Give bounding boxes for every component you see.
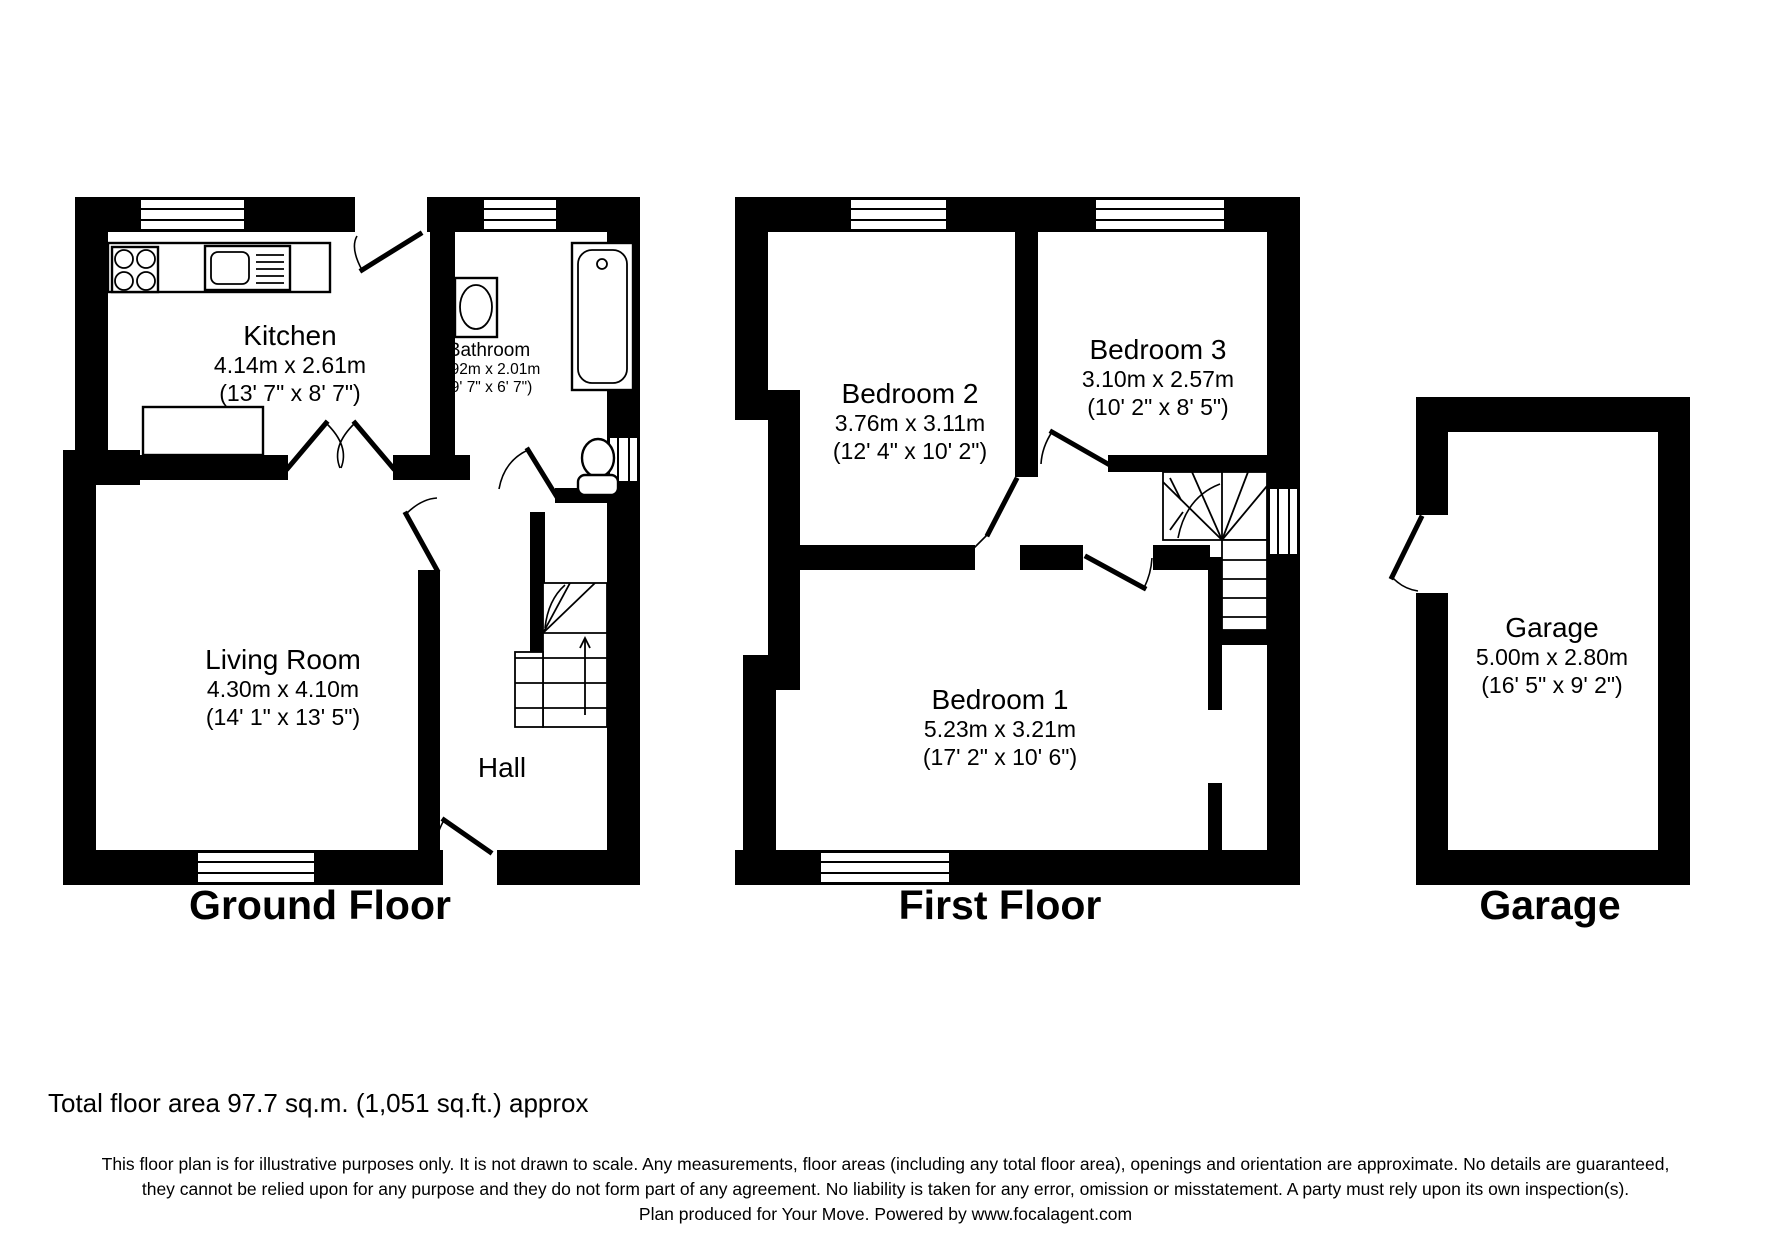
bathroom-window — [483, 199, 557, 230]
stairs-window — [1269, 488, 1298, 555]
room-name: Hall — [477, 752, 527, 783]
garage-room-label — [1476, 612, 1628, 699]
room-name: Bedroom 3 — [1089, 334, 1227, 365]
room-dims-imperial: (14' 1" x 13' 5") — [205, 704, 361, 730]
room-dims-imperial: (17' 2" x 10' 6") — [922, 744, 1078, 770]
room-name: Bedroom 1 — [931, 684, 1069, 715]
bedroom3-label — [1082, 334, 1234, 421]
hob-icon — [112, 247, 158, 292]
first-floor-plan — [735, 197, 1300, 885]
living-room-door-arc — [406, 498, 437, 570]
garage-title: Garage — [1479, 882, 1621, 928]
disclaimer-line-2: they cannot be relied upon for any purpose and they do not form part of any agreement. No liability is taken for any error, omission or misstatement. A party must rely upon its own inspection(s). — [141, 1179, 1630, 1199]
bedroom2-label — [833, 378, 987, 465]
back-door-opening — [355, 195, 427, 234]
hall-label — [478, 752, 526, 783]
room-dims-metric: 2.92m x 2.01m — [437, 361, 541, 378]
ground-floor-title: Ground Floor — [189, 882, 451, 928]
room-dims-metric: 5.23m x 3.21m — [923, 716, 1077, 742]
room-name: Bedroom 2 — [841, 378, 979, 409]
front-door-arc — [436, 820, 490, 852]
bedroom2-door-arc — [973, 480, 1016, 549]
bedroom3-window — [1095, 199, 1225, 230]
bath-icon — [572, 243, 633, 390]
room-dims-imperial: (13' 7" x 8' 7") — [219, 380, 361, 406]
back-door-arc — [354, 234, 420, 270]
basin-icon — [455, 278, 497, 337]
room-name: Kitchen — [243, 320, 337, 351]
bedroom3-door-arc — [1041, 432, 1108, 464]
room-dims-imperial: (16' 5" x 9' 2") — [1481, 672, 1623, 698]
room-dims-metric: 3.76m x 3.11m — [834, 410, 986, 436]
room-name: Living Room — [205, 644, 361, 675]
kitchen-living-double-doors — [288, 423, 393, 468]
bedroom2-window — [850, 199, 947, 230]
room-name: Bathroom — [447, 340, 531, 361]
room-dims-metric: 3.10m x 2.57m — [1081, 366, 1235, 392]
kitchen-window — [140, 199, 245, 230]
room-name: Garage — [1505, 612, 1599, 643]
kitchen-label — [214, 320, 366, 407]
room-dims-imperial: (9' 7" x 6' 7") — [445, 378, 533, 396]
bathroom-door-arc — [499, 450, 557, 497]
toilet-icon — [578, 439, 618, 495]
ground-stairs-icon — [515, 583, 607, 727]
disclaimer-line-3: Plan produced for Your Move. Powered by www.focalagent.com — [638, 1204, 1133, 1224]
room-dims-imperial: (12' 4" x 10' 2") — [832, 438, 988, 464]
living-room-label — [205, 644, 361, 731]
first-floor-title: First Floor — [898, 882, 1102, 928]
disclaimer-line-1: This floor plan is for illustrative purposes only. It is not drawn to scale. Any measurements, floor areas (including any total floor area), openings and orientation are approximate. No details are guaranteed, — [101, 1154, 1670, 1174]
sink-icon — [205, 246, 290, 290]
garage-door-arc — [1392, 518, 1421, 591]
bedroom1-label — [923, 684, 1077, 771]
bedroom1-door-arc — [1087, 557, 1152, 588]
bedroom1-window — [820, 852, 950, 883]
total-floor-area: Total floor area 97.7 sq.m. (1,051 sq.ft.) approx — [48, 1088, 589, 1118]
ground-floor-plan — [63, 195, 640, 887]
room-dims-metric: 4.14m x 2.61m — [213, 352, 367, 378]
room-dims-metric: 5.00m x 2.80m — [1475, 644, 1629, 670]
bathroom-label — [438, 340, 541, 396]
kitchen-unit — [143, 407, 263, 455]
living-room-window — [197, 852, 315, 883]
room-dims-metric: 4.30m x 4.10m — [206, 676, 360, 702]
room-dims-imperial: (10' 2" x 8' 5") — [1087, 394, 1229, 420]
